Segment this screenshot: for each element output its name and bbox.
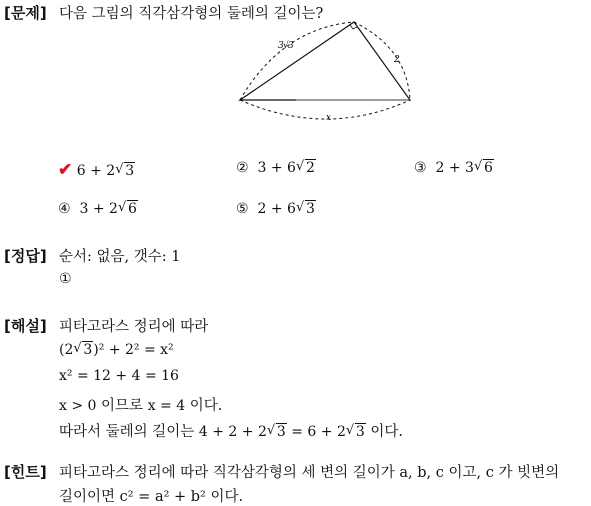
hyp-label-rad: 3: [288, 41, 294, 51]
answer-header: [정답]: [4, 247, 47, 265]
explanation-step4: 따라서 둘레의 길이는 4 + 2 + 2√ 3 = 6 + 2√ 3 이다.: [59, 420, 403, 441]
triangle-shape: [240, 22, 410, 100]
choice-2[interactable]: ② 3 + 6√ 2: [236, 160, 316, 176]
base-brace: [240, 100, 410, 119]
hyp-label-coef: 3: [278, 41, 284, 51]
explanation-step2: x² = 12 + 4 = 16: [59, 368, 179, 384]
answer-meta: 순서: 없음, 갯수: 1: [59, 249, 181, 265]
explanation-header: [해설]: [4, 317, 47, 335]
choice-5[interactable]: ⑤ 2 + 6√ 3: [236, 201, 316, 217]
problem-header: [문제]: [4, 4, 47, 22]
correct-check-icon: ✔: [58, 160, 73, 180]
choice-1[interactable]: ✔ 6 + 2√ 3: [58, 160, 135, 180]
explanation-step1: (2√ 3)² + 2² = x²: [59, 342, 174, 358]
answer-value: ①: [59, 271, 72, 287]
choice-3[interactable]: ③ 2 + 3√ 6: [414, 160, 494, 176]
hint-header: [힌트]: [4, 463, 47, 481]
triangle-figure: [232, 18, 422, 130]
question-text: 다음 그림의 직각삼각형의 둘레의 길이는?: [59, 6, 324, 22]
explanation-step3: x > 0 이므로 x = 4 이다.: [59, 398, 223, 414]
hyp-label-sqrt: √: [283, 41, 289, 51]
hint-line2: 길이이면 c² = a² + b² 이다.: [59, 489, 244, 505]
side-label: 2: [394, 55, 400, 65]
base-label: x: [326, 113, 332, 123]
explanation-intro: 피타고라스 정리에 따라: [59, 319, 209, 335]
hint-line1: 피타고라스 정리에 따라 직각삼각형의 세 변의 길이가 a, b, c 이고, c 가 빗변의: [59, 465, 560, 481]
choice-4[interactable]: ④ 3 + 2√ 6: [58, 201, 138, 217]
